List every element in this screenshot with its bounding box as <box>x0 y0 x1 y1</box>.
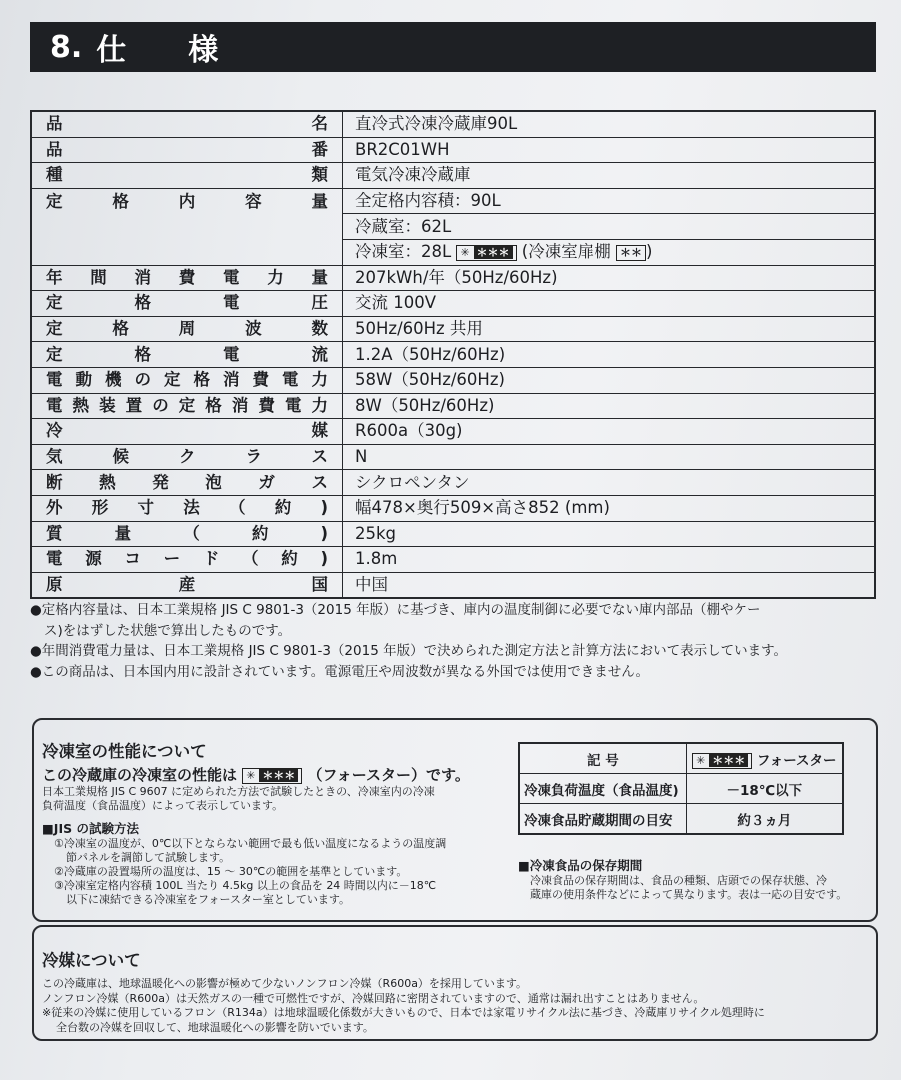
refrigerant-line-1: この冷蔵庫は、地球温暖化への影響が極めて少ないノンフロン冷媒（R600a）を採用しています。 <box>42 977 528 990</box>
spec-label: 原産国 <box>31 572 343 598</box>
freezer-performance-text <box>42 738 512 907</box>
spec-row <box>31 521 875 547</box>
spec-label: 品名 <box>31 111 343 137</box>
door-shelf-close: ) <box>645 242 653 262</box>
refrigerant-body <box>42 977 872 1035</box>
four-star-mark: ✳ ＊＊＊ <box>692 753 752 769</box>
jis-test-1a: ①冷凍室の温度が、0℃以下とならない範囲で最も低い温度になるようの温度調 <box>54 837 447 850</box>
freezer-performance-title: 冷凍室の性能について <box>42 742 207 761</box>
freezer-performance-lead: この冷蔵庫の冷凍室の性能は ✳ ＊＊＊ （フォースター）です。 <box>42 766 470 784</box>
spec-value: 1.8m <box>343 547 876 573</box>
spec-row <box>31 111 875 137</box>
rating-label: 冷凍負荷温度（食品温度) <box>519 774 686 804</box>
spec-label: 電動機の定格消費電力 <box>31 367 343 393</box>
jis-test-title: ■JIS の試験方法 <box>42 821 139 836</box>
four-star-mark: ✳ ＊＊＊ <box>242 768 302 784</box>
refrigerant-line-2: ノンフロン冷媒（R600a）は天然ガスの一種で可燃性ですが、冷媒回路に密閉されていますので、通常は漏れ出すことはありません。 <box>42 991 705 1005</box>
door-shelf-text: (冷凍室扉棚 <box>521 242 611 262</box>
rating-value: －18℃以下 <box>686 774 843 804</box>
spec-row <box>31 419 875 445</box>
jis-test-1b: 節パネルを調節して試験します。 <box>66 851 231 864</box>
spec-label: 年間消費電力量 <box>31 265 343 291</box>
refrigerant-text <box>42 947 872 1035</box>
spec-table <box>30 110 876 599</box>
rating-label: 冷凍食品貯蔵期間の目安 <box>519 804 686 835</box>
spec-row <box>31 316 875 342</box>
star-icon: ✳ <box>246 768 256 782</box>
note-capacity-line-1: ●定格内容量は、日本工業規格 JIS C 9801-3（2015 年版）に基づき、庫内の温度制御に必要でない庫内部品（棚やケー <box>30 602 761 618</box>
note-capacity-line-2: ス)をはずした状態で算出したものです。 <box>44 622 292 639</box>
four-star-mark <box>456 245 516 261</box>
jis-test-3a: ③冷凍室定格内容積 100L 当たり 4.5kg 以上の食品を 24 時間以内に－18℃ <box>54 879 437 892</box>
spec-value-freezer <box>343 239 876 265</box>
spec-label: 種類 <box>31 163 343 189</box>
spec-label: 気候クラス <box>31 444 343 470</box>
note-energy: ●年間消費電力量は、日本工業規格 JIS C 9801-3（2015 年版）で決められた測定方法と計算方法において表示しています。 <box>30 643 787 659</box>
two-star-mark: ＊＊ <box>616 245 646 261</box>
section-header <box>30 22 876 72</box>
section-title-part-1: 仕 <box>96 33 127 68</box>
rating-header-symbol: 記 号 <box>519 743 686 774</box>
spec-notes <box>30 600 880 682</box>
spec-value: 中国 <box>343 572 876 598</box>
spec-label: 品番 <box>31 137 343 163</box>
freezer-rating-table <box>518 742 844 835</box>
frozen-storage-note <box>518 856 858 902</box>
spec-value: R600a（30g) <box>343 419 876 445</box>
spec-row <box>31 265 875 291</box>
freezer-desc-2: 負荷温度（食品温度）によって表示しています。 <box>42 799 284 812</box>
spec-row <box>31 163 875 189</box>
rating-row <box>519 774 843 804</box>
star-icon: ✳ <box>696 753 706 767</box>
frozen-storage-title: ■冷凍食品の保存期間 <box>518 858 643 873</box>
jis-test-3b: 以下に凍結できる冷凍室をフォースター室としています。 <box>66 893 351 906</box>
rating-row <box>519 804 843 835</box>
freezer-desc-1: 日本工業規格 JIS C 9607 に定められた方法で試験したときの、冷凍室内の冷凍 <box>42 785 435 798</box>
spec-value: BR2C01WH <box>343 137 876 163</box>
spec-value: 電気冷凍冷蔵庫 <box>343 163 876 189</box>
spec-value: 50Hz/60Hz 共用 <box>343 316 876 342</box>
rating-header-four-star: ✳ ＊＊＊ フォースター <box>686 743 843 774</box>
spec-row <box>31 495 875 521</box>
spec-row <box>31 342 875 368</box>
spec-label: 外形寸法（約) <box>31 495 343 521</box>
spec-value: 全定格内容積：90L <box>343 188 876 214</box>
star-icon: ✳ <box>460 245 470 259</box>
spec-row <box>31 572 875 598</box>
section-title-part-2: 様 <box>188 33 219 68</box>
spec-row <box>31 547 875 573</box>
spec-row <box>31 291 875 317</box>
spec-label: 断熱発泡ガス <box>31 470 343 496</box>
refrigerant-box <box>32 925 878 1041</box>
spec-row <box>31 367 875 393</box>
freezer-performance-box <box>32 718 878 922</box>
spec-value: シクロペンタン <box>343 470 876 496</box>
refrigerant-title: 冷媒について <box>42 951 141 970</box>
star-rating-box: ＊＊＊ <box>474 246 513 259</box>
rating-header-row <box>519 743 843 774</box>
spec-value: 1.2A（50Hz/60Hz) <box>343 342 876 368</box>
spec-row <box>31 188 875 214</box>
spec-value: 58W（50Hz/60Hz) <box>343 367 876 393</box>
spec-row <box>31 137 875 163</box>
spec-row <box>31 470 875 496</box>
spec-value: 25kg <box>343 521 876 547</box>
frozen-storage-line-1: 冷凍食品の保存期間は、食品の種類、店頭での保存状態、冷 <box>530 874 827 887</box>
spec-value: 8W（50Hz/60Hz) <box>343 393 876 419</box>
spec-row <box>31 444 875 470</box>
spec-label: 電熱装置の定格消費電力 <box>31 393 343 419</box>
spec-label: 定格電圧 <box>31 291 343 317</box>
spec-label: 冷媒 <box>31 419 343 445</box>
refrigerant-line-3: ※従来の冷媒に使用しているフロン（R134a）は地球温暖化係数が大きいもので、日本では家電リサイクル法に基づき、冷蔵庫リサイクル処理時に <box>42 1006 765 1019</box>
spec-label: 定格電流 <box>31 342 343 368</box>
section-number: 8. <box>50 29 83 65</box>
spec-value: 207kWh/年（50Hz/60Hz) <box>343 265 876 291</box>
spec-value: N <box>343 444 876 470</box>
rating-value: 約３ヵ月 <box>686 804 843 835</box>
spec-value: 幅478×奥行509×高さ852 (mm) <box>343 495 876 521</box>
frozen-storage-line-2: 蔵庫の使用条件などによって異なります。表は一応の目安です。 <box>530 888 848 901</box>
spec-value: 交流 100V <box>343 291 876 317</box>
spec-value: 直冷式冷凍冷蔵庫90L <box>343 111 876 137</box>
note-domestic-use: ●この商品は、日本国内用に設計されています。電源電圧や周波数が異なる外国では使用できません。 <box>30 663 650 680</box>
freezer-capacity-text: 冷凍室：28L <box>355 242 452 262</box>
jis-test-2: ②冷蔵庫の設置場所の温度は、15 ～ 30℃の範囲を基準としています。 <box>54 865 408 878</box>
spec-label: 電源コード（約) <box>31 547 343 573</box>
refrigerant-line-4: 全台数の冷媒を回収して、地球温暖化への影響を防いでいます。 <box>56 1020 374 1034</box>
spec-label: 定格内容量 <box>31 188 343 265</box>
spec-label: 質量（約) <box>31 521 343 547</box>
spec-row <box>31 393 875 419</box>
spec-value: 冷蔵室：62L <box>343 214 876 240</box>
spec-label: 定格周波数 <box>31 316 343 342</box>
